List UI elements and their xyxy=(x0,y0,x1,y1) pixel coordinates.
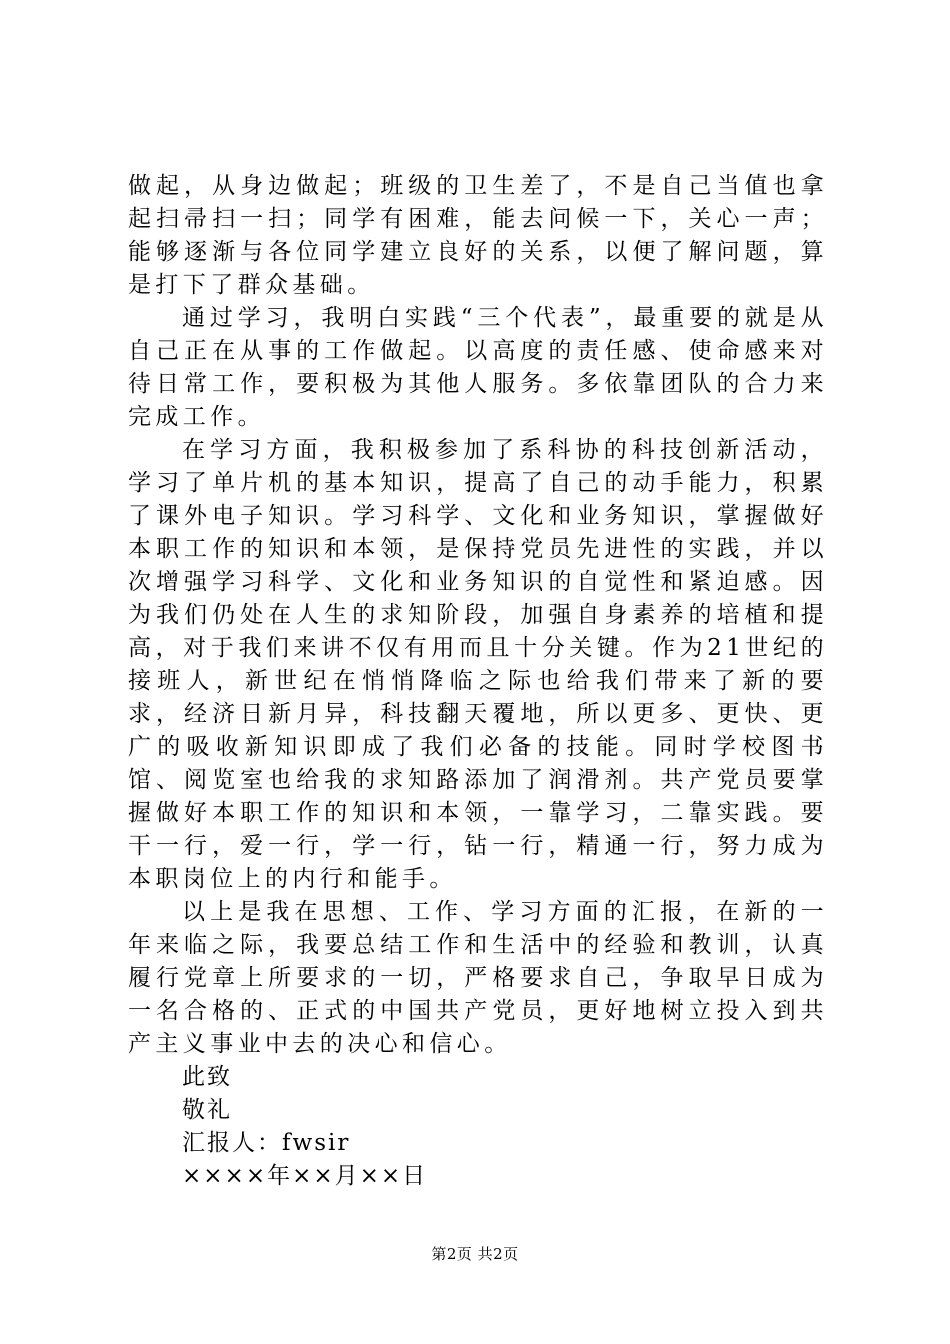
closing-regards: 敬礼 xyxy=(182,1097,232,1123)
page-number-footer: 第2页 共2页 xyxy=(431,1245,519,1263)
paragraph-conclusion: 以上是我在思想、工作、学习方面的汇报，在新的一年来临之际，我要总结工作和生活中的经验和教训，认真履行党章上所要求的一切，严格要求自己，争取早日成为一名合格的、正式的中国共产党员，更好地树立投入到共产主义事业中去的决心和信心。 xyxy=(128,899,828,1057)
reporter-signature: 汇报人：fwsir xyxy=(182,1130,351,1156)
document-body xyxy=(128,170,828,1193)
paragraph-study: 在学习方面，我积极参加了系科协的科技创新活动，学习了单片机的基本知识，提高了自己的动手能力，积累了课外电子知识。学习科学、文化和业务知识，掌握做好本职工作的知识和本领，是保持党员先进性的实践，并以次增强学习科学、文化和业务知识的自觉性和紧迫感。因为我们仍处在人生的求知阶段，加强自身素养的培植和提高，对于我们来讲不仅有用而且十分关键。作为21世纪的接班人，新世纪在悄悄降临之际也给我们带来了新的要求，经济日新月异，科技翻天覆地，所以更多、更快、更广的吸收新知识即成了我们必备的技能。同时学校图书馆、阅览室也给我的求知路添加了润滑剂。共产党员要掌握做好本职工作的知识和本领，一靠学习，二靠实践。要干一行，爱一行，学一行，钻一行，精通一行，努力成为本职岗位上的内行和能手。 xyxy=(128,437,828,892)
report-date: ××××年××月××日 xyxy=(182,1163,428,1189)
paragraph-continued: 做起，从身边做起；班级的卫生差了，不是自己当值也拿起扫帚扫一扫；同学有困难，能去问候一下，关心一声；能够逐渐与各位同学建立良好的关系，以便了解问题，算是打下了群众基础。 xyxy=(128,173,828,298)
closing-salutation: 此致 xyxy=(182,1064,232,1090)
paragraph-three-represents: 通过学习，我明白实践“三个代表”，最重要的就是从自己正在从事的工作做起。以高度的责任感、使命感来对待日常工作，要积极为其他人服务。多依靠团队的合力来完成工作。 xyxy=(128,305,828,430)
